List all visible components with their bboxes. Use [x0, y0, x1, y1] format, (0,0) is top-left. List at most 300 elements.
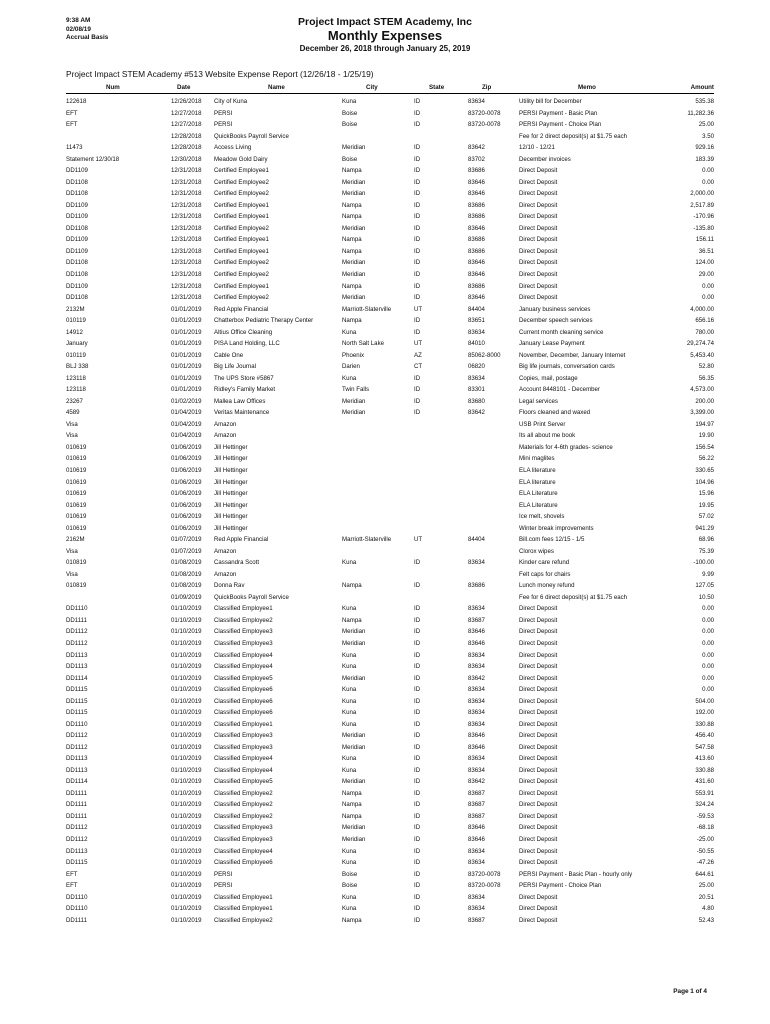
date-cell: 12/31/2018 — [171, 236, 202, 244]
name-cell: Classified Employee6 — [214, 686, 273, 694]
zip-cell: 83686 — [468, 236, 485, 244]
state-cell: ID — [414, 766, 421, 774]
city-cell: Meridian — [342, 732, 366, 740]
amount-cell: 0.00 — [702, 639, 714, 647]
name-cell: Jill Hettinger — [214, 467, 248, 474]
memo-cell: Materials for 4-6th grades- science — [519, 443, 613, 451]
amount-cell: 330.65 — [695, 467, 714, 474]
memo-cell: Direct Deposit — [519, 190, 558, 198]
memo-cell: ELA literature — [519, 478, 556, 486]
num-cell: DD1110 — [66, 893, 88, 901]
table-row — [66, 880, 714, 892]
amount-cell: 431.60 — [695, 778, 714, 786]
city-cell: Meridian — [342, 824, 366, 832]
zip-cell: 83686 — [468, 247, 485, 255]
state-cell: ID — [414, 201, 421, 209]
zip-cell: 83687 — [468, 916, 485, 924]
date-cell: 12/31/2018 — [171, 247, 202, 255]
memo-cell: Direct Deposit — [519, 697, 558, 705]
zip-cell: 83687 — [468, 789, 485, 797]
name-cell: Certified Employee2 — [214, 270, 269, 278]
num-cell: DD1112 — [66, 824, 88, 832]
memo-cell: Account 8448101 - December — [519, 386, 600, 394]
zip-cell: 84010 — [468, 340, 485, 348]
city-cell: Meridian — [342, 259, 366, 267]
state-cell: ID — [414, 836, 421, 843]
name-cell: Certified Employee1 — [214, 167, 269, 175]
name-cell: Classified Employee3 — [214, 639, 273, 647]
state-cell: ID — [414, 374, 421, 382]
zip-cell: 83686 — [468, 213, 485, 221]
num-cell: Visa — [66, 420, 78, 428]
num-cell: DD1113 — [66, 755, 88, 763]
name-cell: Red Apple Financial — [214, 536, 269, 544]
num-cell: 010619 — [66, 467, 87, 474]
memo-cell: Direct Deposit — [519, 824, 558, 832]
state-cell: ID — [414, 732, 421, 740]
num-cell: DD1113 — [66, 847, 88, 855]
zip-cell: 83634 — [468, 766, 485, 774]
name-cell: PERSI — [214, 109, 233, 117]
memo-cell: Floors cleaned and waxed — [519, 409, 591, 417]
state-cell: ID — [414, 697, 421, 705]
zip-cell: 83642 — [468, 778, 485, 786]
table-row — [66, 869, 714, 881]
amount-cell: 324.24 — [695, 801, 714, 809]
col-date-header: Date — [177, 84, 191, 91]
date-cell: 01/10/2019 — [171, 812, 202, 820]
date-cell: 01/09/2019 — [171, 593, 202, 601]
memo-cell: PERSI Payment - Choice Plan — [519, 882, 602, 890]
memo-cell: Direct Deposit — [519, 905, 558, 913]
name-cell: Classified Employee3 — [214, 836, 273, 843]
city-cell: Kuna — [342, 859, 357, 867]
state-cell: ID — [414, 663, 421, 671]
name-cell: Certified Employee1 — [214, 282, 269, 290]
table-row — [66, 257, 714, 269]
date-cell: 01/06/2019 — [171, 524, 202, 532]
city-cell: Meridian — [342, 190, 366, 198]
zip-cell: 83720-0078 — [468, 109, 501, 117]
city-cell: Darien — [342, 363, 360, 371]
num-cell: DD1115 — [66, 709, 88, 717]
date-cell: 12/28/2018 — [171, 144, 202, 152]
memo-cell: Direct Deposit — [519, 709, 558, 717]
table-row — [66, 223, 714, 235]
amount-cell: 535.38 — [695, 98, 714, 105]
num-cell: DD1115 — [66, 859, 88, 867]
num-cell: 122618 — [66, 98, 87, 105]
name-cell: Mallea Law Offices — [214, 397, 266, 405]
table-header — [66, 84, 714, 94]
table-row — [66, 857, 714, 869]
num-cell: DD1112 — [66, 639, 88, 647]
state-cell: ID — [414, 282, 421, 290]
num-cell: DD1108 — [66, 190, 88, 198]
memo-cell: 12/10 - 12/21 — [519, 144, 555, 152]
memo-cell: December speech services — [519, 317, 593, 325]
company-name: Project Impact STEM Academy, Inc — [298, 16, 472, 28]
expense-table — [66, 96, 714, 926]
date-cell: 01/01/2019 — [171, 363, 202, 371]
state-cell: ID — [414, 582, 421, 590]
num-cell: DD1113 — [66, 766, 88, 774]
city-cell: Boise — [342, 870, 358, 878]
state-cell: ID — [414, 98, 421, 105]
state-cell: UT — [414, 340, 423, 348]
memo-cell: November, December, January Internet — [519, 351, 626, 359]
name-cell: Certified Employee1 — [214, 236, 269, 244]
name-cell: Certified Employee1 — [214, 247, 269, 255]
city-cell: Nampa — [342, 282, 362, 290]
amount-cell: -25.00 — [696, 836, 714, 843]
date-cell: 01/08/2019 — [171, 559, 202, 567]
num-cell: EFT — [66, 121, 78, 129]
num-cell: DD1109 — [66, 213, 88, 221]
memo-cell: Direct Deposit — [519, 167, 558, 175]
name-cell: Jill Hettinger — [214, 443, 248, 451]
table-row — [66, 511, 714, 523]
name-cell: Certified Employee1 — [214, 201, 269, 209]
amount-cell: 330.88 — [695, 766, 714, 774]
zip-cell: 83634 — [468, 559, 485, 567]
col-memo-header: Memo — [578, 84, 596, 91]
date-cell: 01/07/2019 — [171, 536, 202, 544]
zip-cell: 83646 — [468, 178, 485, 186]
city-cell: Kuna — [342, 663, 357, 671]
num-cell: 010819 — [66, 582, 87, 590]
name-cell: Chatterbox Pediatric Therapy Center — [214, 317, 314, 325]
memo-cell: Ice melt, shovels — [519, 513, 565, 521]
num-cell: BLJ 338 — [66, 363, 89, 371]
amount-cell: 0.00 — [702, 605, 714, 613]
date-cell: 01/10/2019 — [171, 859, 202, 867]
city-cell: Meridian — [342, 270, 366, 278]
table-row — [66, 442, 714, 454]
date-cell: 01/01/2019 — [171, 386, 202, 394]
table-row — [66, 108, 714, 120]
date-cell: 01/04/2019 — [171, 409, 202, 417]
date-cell: 01/10/2019 — [171, 686, 202, 694]
name-cell: Jill Hettinger — [214, 490, 248, 498]
date-cell: 01/01/2019 — [171, 328, 202, 336]
name-cell: Classified Employee4 — [214, 651, 273, 659]
city-cell: Kuna — [342, 697, 357, 705]
amount-cell: -47.26 — [696, 859, 714, 867]
amount-cell: 156.54 — [695, 443, 714, 451]
name-cell: Ridley's Family Market — [214, 386, 276, 394]
city-cell: Meridian — [342, 778, 366, 786]
amount-cell: 156.11 — [695, 236, 714, 244]
memo-cell: Direct Deposit — [519, 236, 558, 244]
zip-cell: 83634 — [468, 893, 485, 901]
date-cell: 12/27/2018 — [171, 121, 202, 129]
num-cell: 010619 — [66, 443, 87, 451]
city-cell: Meridian — [342, 144, 366, 152]
table-row — [66, 477, 714, 489]
table-row — [66, 465, 714, 477]
num-cell: DD1111 — [66, 789, 87, 797]
zip-cell: 83634 — [468, 755, 485, 763]
num-cell: DD1109 — [66, 282, 88, 290]
table-row — [66, 419, 714, 431]
memo-cell: Direct Deposit — [519, 720, 558, 728]
memo-cell: Direct Deposit — [519, 893, 558, 901]
date-cell: 01/06/2019 — [171, 467, 202, 474]
name-cell: PERSI — [214, 870, 233, 878]
table-row — [66, 131, 714, 143]
num-cell: 010619 — [66, 455, 87, 463]
memo-cell: December invoices — [519, 155, 571, 163]
amount-cell: 11,282.36 — [687, 109, 714, 117]
report-period: December 26, 2018 through January 25, 2019 — [299, 44, 471, 53]
city-cell: Meridian — [342, 639, 366, 647]
table-row — [66, 281, 714, 293]
memo-cell: Direct Deposit — [519, 755, 558, 763]
date-cell: 01/04/2019 — [171, 420, 202, 428]
name-cell: Classified Employee6 — [214, 697, 273, 705]
num-cell: 4589 — [66, 409, 80, 417]
amount-cell: 0.00 — [702, 282, 714, 290]
table-row — [66, 338, 714, 350]
memo-cell: Direct Deposit — [519, 663, 558, 671]
date-cell: 01/10/2019 — [171, 605, 202, 613]
table-row — [66, 684, 714, 696]
page-number: Page 1 of 4 — [673, 988, 707, 995]
date-cell: 01/10/2019 — [171, 905, 202, 913]
num-cell: 14912 — [66, 328, 83, 336]
table-row — [66, 188, 714, 200]
num-cell: Visa — [66, 547, 78, 555]
amount-cell: 553.91 — [695, 789, 714, 797]
name-cell: QuickBooks Payroll Service — [214, 593, 289, 601]
num-cell: 010619 — [66, 524, 87, 532]
city-cell: Marriott-Slaterville — [342, 536, 392, 544]
state-cell: ID — [414, 847, 421, 855]
city-cell: Nampa — [342, 167, 362, 175]
date-cell: 01/08/2019 — [171, 570, 202, 578]
city-cell: Meridian — [342, 224, 366, 232]
state-cell: ID — [414, 720, 421, 728]
table-row — [66, 626, 714, 638]
num-cell: DD1113 — [66, 663, 88, 671]
state-cell: ID — [414, 674, 421, 682]
table-row — [66, 269, 714, 281]
date-cell: 12/31/2018 — [171, 167, 202, 175]
state-cell: ID — [414, 178, 421, 186]
amount-cell: 56.35 — [698, 374, 714, 382]
zip-cell: 83646 — [468, 824, 485, 832]
state-cell: ID — [414, 893, 421, 901]
table-row — [66, 650, 714, 662]
city-cell: Kuna — [342, 651, 357, 659]
zip-cell: 83702 — [468, 155, 485, 163]
state-cell: ID — [414, 628, 421, 636]
table-row — [66, 407, 714, 419]
state-cell: ID — [414, 743, 421, 751]
state-cell: ID — [414, 397, 421, 405]
city-cell: Meridian — [342, 743, 366, 751]
memo-cell: Direct Deposit — [519, 812, 558, 820]
num-cell: DD1115 — [66, 697, 88, 705]
table-row — [66, 719, 714, 731]
amount-cell: 0.00 — [702, 651, 714, 659]
table-row — [66, 742, 714, 754]
memo-cell: Direct Deposit — [519, 651, 558, 659]
city-cell: Kuna — [342, 98, 357, 105]
date-cell: 01/10/2019 — [171, 778, 202, 786]
zip-cell: 83634 — [468, 905, 485, 913]
name-cell: PISA Land Holding, LLC — [214, 340, 280, 348]
memo-cell: Legal services — [519, 397, 558, 405]
table-row — [66, 165, 714, 177]
city-cell: Nampa — [342, 789, 362, 797]
date-cell: 01/10/2019 — [171, 916, 202, 924]
table-row — [66, 384, 714, 396]
state-cell: ID — [414, 651, 421, 659]
state-cell: ID — [414, 247, 421, 255]
num-cell: 11473 — [66, 144, 83, 152]
col-city-header: City — [366, 84, 378, 91]
name-cell: Amazon — [214, 432, 237, 440]
amount-cell: 656.16 — [695, 317, 714, 325]
amount-cell: 29,274.74 — [686, 340, 714, 348]
memo-cell: Fee for 2 direct deposit(s) at $1.75 each — [519, 132, 628, 140]
city-cell: Marriott-Slaterville — [342, 305, 392, 313]
memo-cell: Clorox wipes — [519, 547, 554, 555]
zip-cell: 83646 — [468, 732, 485, 740]
name-cell: Certified Employee2 — [214, 294, 269, 302]
zip-cell: 83634 — [468, 720, 485, 728]
name-cell: Jill Hettinger — [214, 513, 248, 521]
table-row — [66, 396, 714, 408]
table-row — [66, 661, 714, 673]
date-cell: 12/27/2018 — [171, 109, 202, 117]
date-cell: 12/31/2018 — [171, 270, 202, 278]
amount-cell: 192.00 — [695, 709, 714, 717]
memo-cell: Direct Deposit — [519, 270, 558, 278]
name-cell: Jill Hettinger — [214, 478, 248, 486]
name-cell: PERSI — [214, 882, 233, 890]
city-cell: North Salt Lake — [342, 340, 385, 348]
amount-cell: 56.22 — [698, 455, 714, 463]
amount-cell: 19.95 — [698, 501, 714, 509]
num-cell: EFT — [66, 870, 78, 878]
state-cell: ID — [414, 317, 421, 325]
date-cell: 12/31/2018 — [171, 294, 202, 302]
name-cell: Amazon — [214, 420, 237, 428]
num-cell: Statement 12/30/18 — [66, 155, 120, 163]
num-cell: DD1111 — [66, 801, 87, 809]
num-cell: 123118 — [66, 386, 86, 394]
state-cell: ID — [414, 824, 421, 832]
date-cell: 01/01/2019 — [171, 351, 202, 359]
name-cell: Classified Employee4 — [214, 847, 273, 855]
zip-cell: 83634 — [468, 98, 485, 105]
name-cell: Classified Employee2 — [214, 616, 273, 624]
date-cell: 12/30/2018 — [171, 155, 202, 163]
table-row — [66, 696, 714, 708]
amount-cell: 29.00 — [698, 270, 714, 278]
num-cell: 2132M — [66, 305, 85, 313]
table-row — [66, 776, 714, 788]
date-cell: 01/06/2019 — [171, 478, 202, 486]
amount-cell: 15.96 — [698, 490, 714, 498]
name-cell: Certified Employee2 — [214, 224, 269, 232]
report-time: 9:38 AM — [66, 17, 91, 24]
name-cell: Classified Employee1 — [214, 905, 273, 913]
state-cell: ID — [414, 882, 421, 890]
date-cell: 01/10/2019 — [171, 663, 202, 671]
table-row — [66, 142, 714, 154]
state-cell: ID — [414, 386, 421, 394]
amount-cell: -59.53 — [696, 812, 714, 820]
zip-cell: 83686 — [468, 167, 485, 175]
zip-cell: 83686 — [468, 201, 485, 209]
num-cell: DD1110 — [66, 605, 88, 613]
table-row — [66, 234, 714, 246]
date-cell: 01/10/2019 — [171, 801, 202, 809]
table-row — [66, 534, 714, 546]
amount-cell: 780.00 — [695, 328, 714, 336]
amount-cell: 5,453.40 — [690, 351, 714, 359]
col-state-header: State — [429, 84, 445, 91]
name-cell: PERSI — [214, 121, 233, 129]
memo-cell: Big life journals, conversation cards — [519, 363, 615, 371]
date-cell: 12/31/2018 — [171, 259, 202, 267]
city-cell: Meridian — [342, 409, 366, 417]
num-cell: January — [66, 340, 88, 348]
name-cell: Classified Employee3 — [214, 743, 273, 751]
col-zip-header: Zip — [482, 84, 492, 91]
report-subtitle: Project Impact STEM Academy #513 Website Expense Report (12/26/18 - 1/25/19) — [66, 69, 374, 79]
date-cell: 01/10/2019 — [171, 720, 202, 728]
name-cell: Cassandra Scott — [214, 559, 260, 567]
memo-cell: Utility bill for December — [519, 98, 582, 105]
name-cell: Classified Employee1 — [214, 720, 273, 728]
amount-cell: 2,000.00 — [690, 190, 714, 198]
memo-cell: Mini maglites — [519, 455, 555, 463]
num-cell: DD1109 — [66, 247, 88, 255]
state-cell: ID — [414, 409, 421, 417]
table-row — [66, 557, 714, 569]
date-cell: 01/10/2019 — [171, 847, 202, 855]
memo-cell: Direct Deposit — [519, 616, 558, 624]
state-cell: ID — [414, 270, 421, 278]
amount-cell: 0.00 — [702, 628, 714, 636]
amount-cell: 20.51 — [698, 893, 714, 901]
state-cell: CT — [414, 363, 423, 371]
state-cell: UT — [414, 305, 423, 313]
zip-cell: 83646 — [468, 628, 485, 636]
num-cell: DD1109 — [66, 236, 88, 244]
memo-cell: Direct Deposit — [519, 766, 558, 774]
memo-cell: PERSI Payment - Basic Plan — [519, 109, 598, 117]
report-title: Monthly Expenses — [327, 28, 443, 43]
name-cell: Jill Hettinger — [214, 524, 248, 532]
amount-cell: 4,573.00 — [690, 386, 714, 394]
state-cell: ID — [414, 870, 421, 878]
city-cell: Boise — [342, 109, 358, 117]
table-row — [66, 546, 714, 558]
amount-cell: 0.00 — [702, 178, 714, 186]
state-cell: ID — [414, 155, 421, 163]
date-cell: 01/06/2019 — [171, 455, 202, 463]
table-row — [66, 730, 714, 742]
amount-cell: -50.55 — [696, 847, 714, 855]
memo-cell: Direct Deposit — [519, 686, 558, 694]
name-cell: Cable One — [214, 351, 244, 359]
